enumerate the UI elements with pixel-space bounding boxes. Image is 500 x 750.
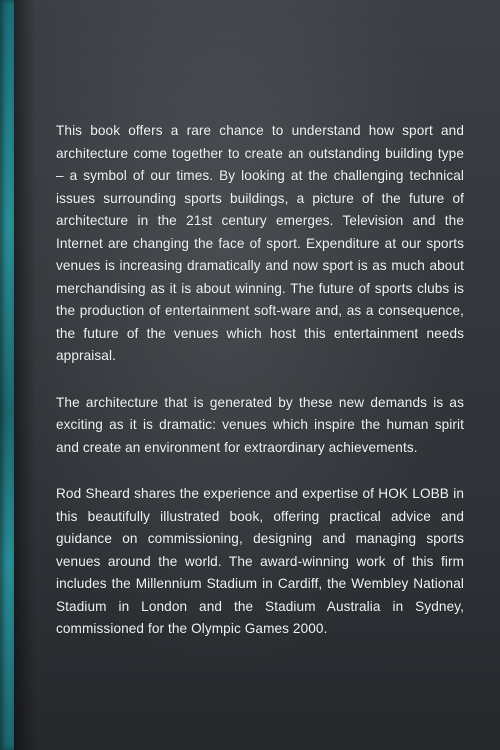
spine-shadow [14, 0, 36, 750]
blurb-text [56, 120, 464, 641]
blurb-paragraph-3: Rod Sheard shares the experience and expertise of HOK LOBB in this beautifully illustrated book, offering practical advice and guidance on commissioning, designing and managing sports venues around the world. The award-winning work of this firm includes the Millennium Stadium in Cardiff, the Wembley National Stadium in London and the Stadium Australia in Sydney, commissioned for the Olympic Games 2000. [56, 486, 464, 636]
blurb-paragraph-1: This book offers a rare chance to understand how sport and architecture come together to create an outstanding building type – a symbol of our times. By looking at the challenging technical issues surrounding sports buildings, a picture of the future of architecture in the 21st century emerges. Television and the Internet are changing the face of sport. Expenditure at our sports venues is increasing dramatically and now sport is as much about merchandising as it is about winning. The future of sports clubs is the production of entertainment soft-ware and, as a consequence, the future of the venues which host this entertainment needs appraisal. [56, 123, 464, 363]
book-spine-edge [0, 0, 14, 750]
blurb-paragraph-2: The architecture that is generated by these new demands is as exciting as it is dramatic: venues which inspire the human spirit and create an environment for extraordinary achievements. [56, 394, 464, 455]
